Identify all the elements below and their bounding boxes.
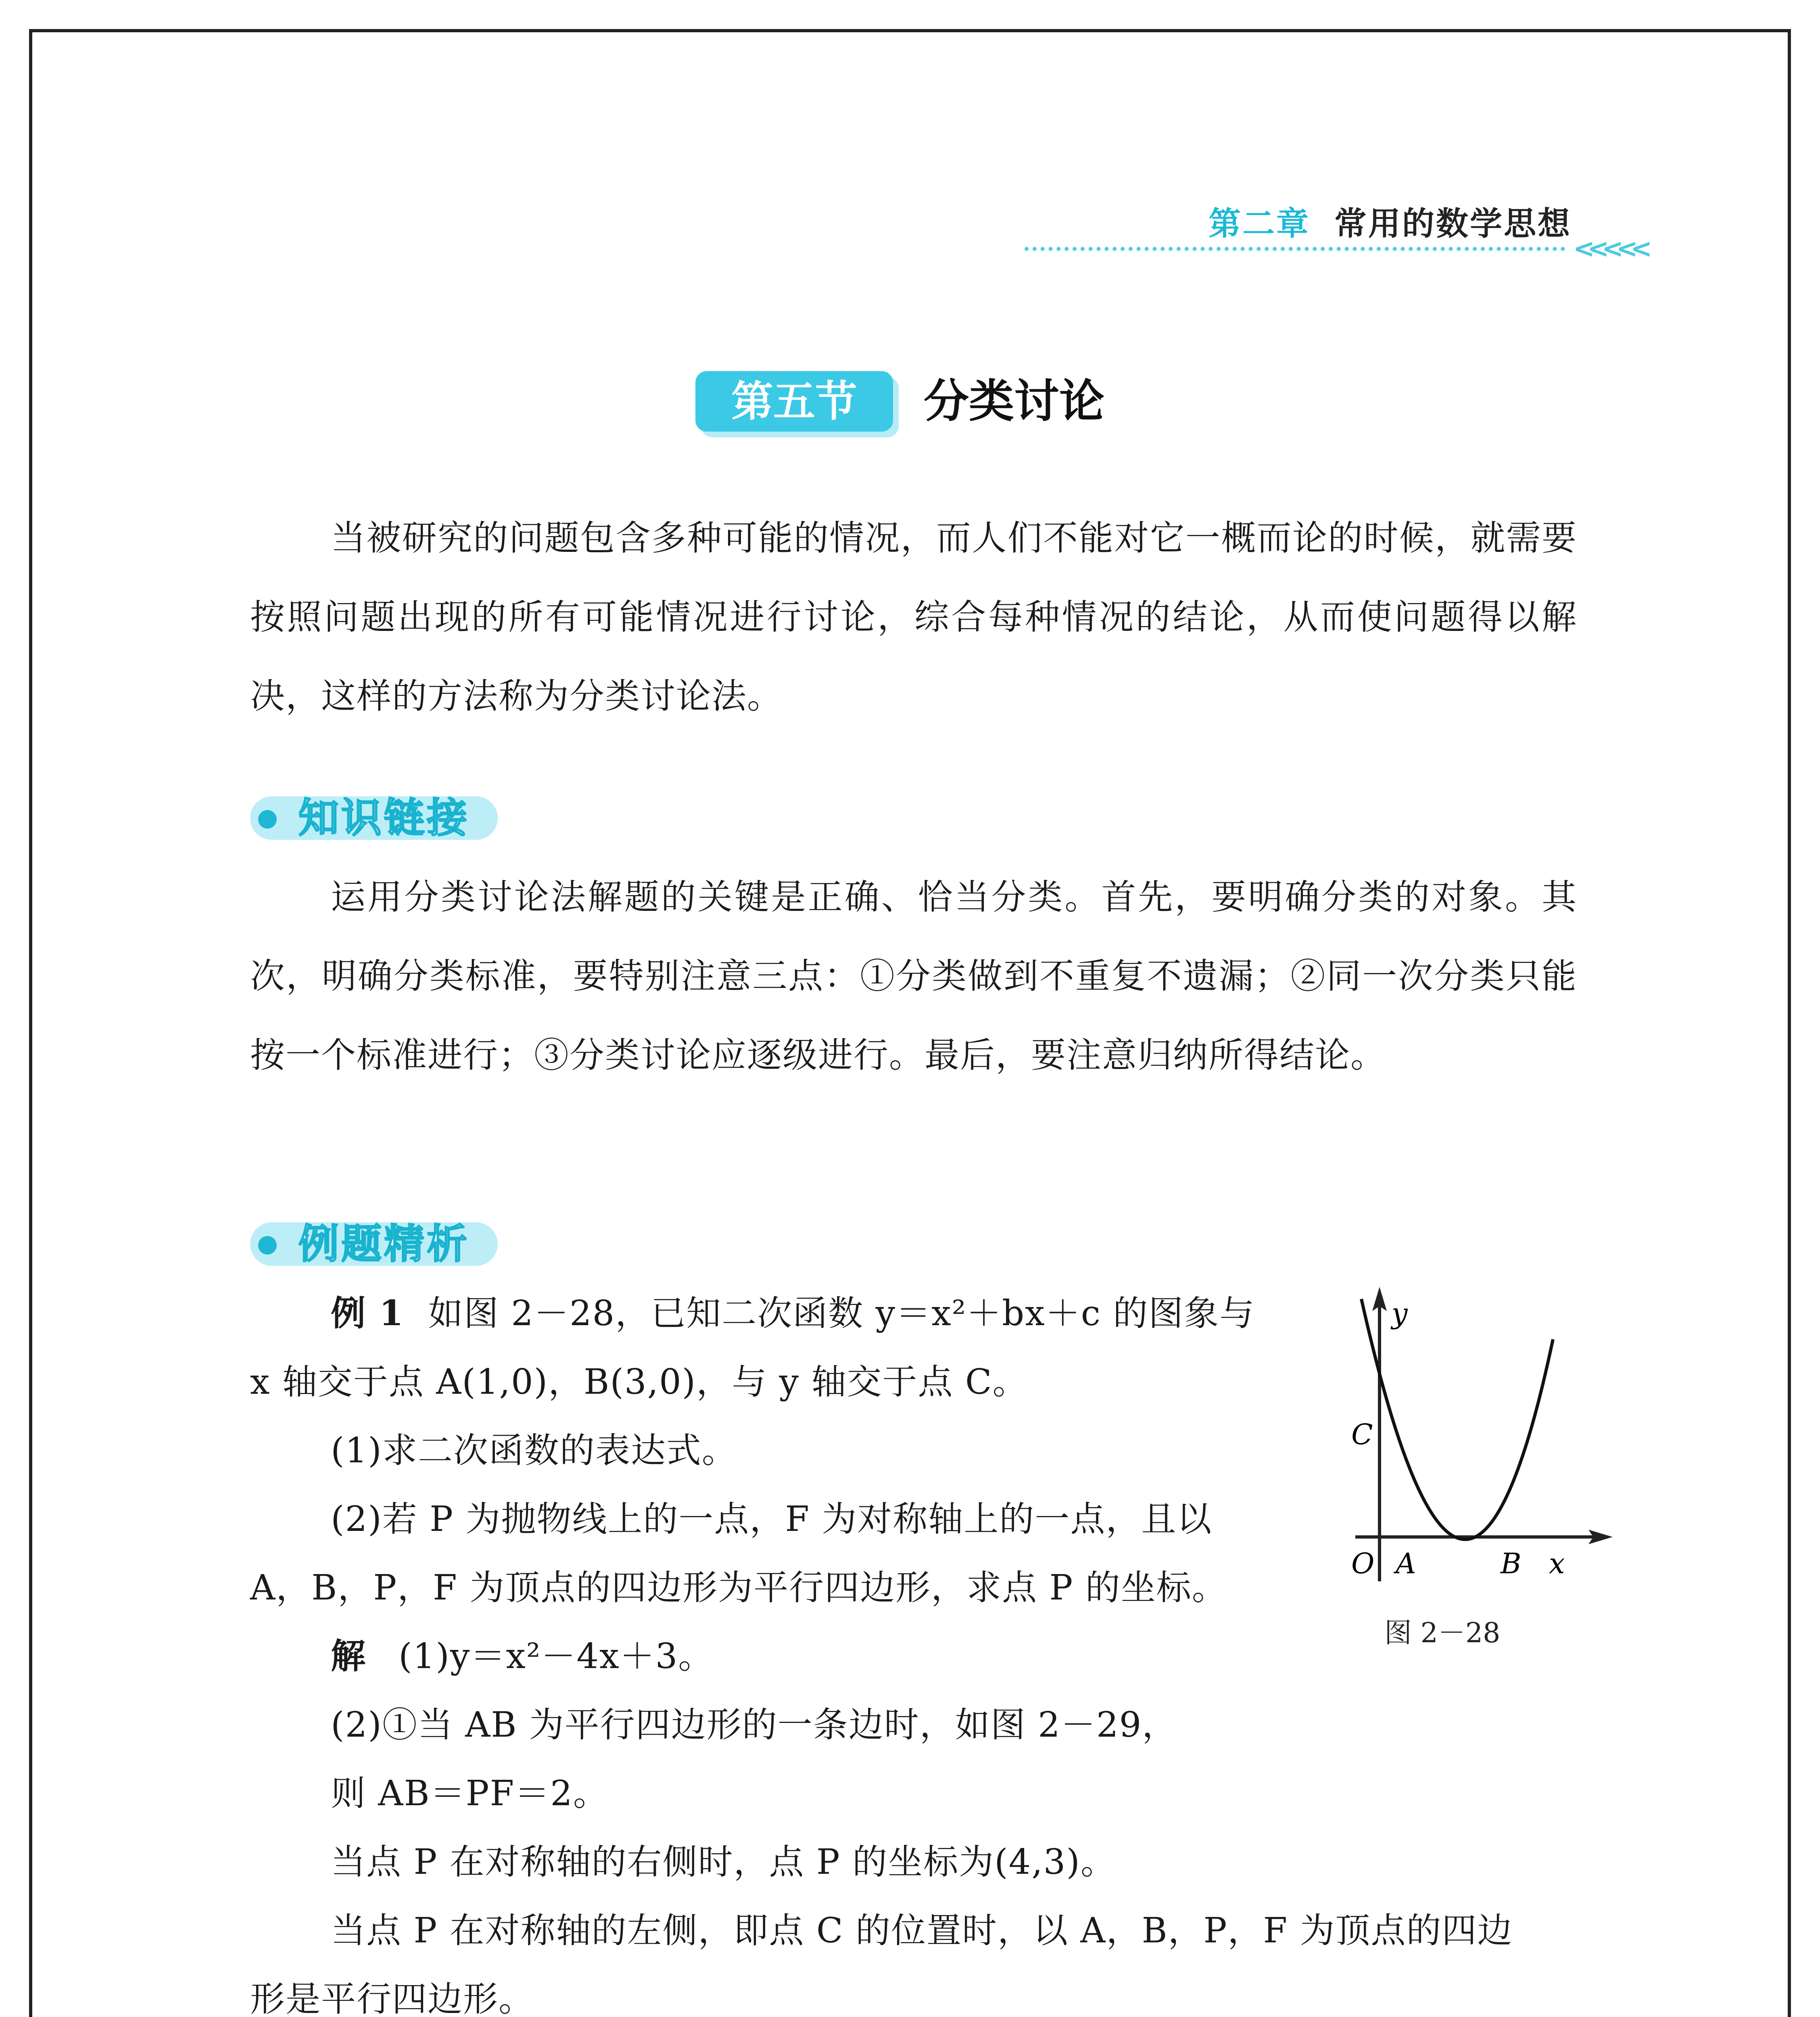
solution-line-4: 当点 P 在对称轴的右侧时，点 P 的坐标为(4,3)。 [331, 1842, 1116, 1882]
figure-caption: 图 2－28 [1384, 1617, 1501, 1649]
knowledge-paragraph: 运用分类讨论法解题的关键是正确、恰当分类。首先，要明确分类的对象。其次，明确分类标准，要特别注意三点：①分类做到不重复不遗漏；②同一次分类只能按一个标准进行；③分类讨论应逐级进行。最后，要注意归纳所得结论。 [250, 877, 1577, 1075]
solution-line-1 [331, 1632, 714, 1681]
example-line-2: x 轴交于点 A(1,0)，B(3,0)，与 y 轴交于点 C。 [250, 1362, 1028, 1402]
parabola-curve [1361, 1299, 1553, 1539]
parabola-figure [1343, 1283, 1618, 1597]
solution-line-5b: 形是平行四边形。 [250, 1979, 534, 2017]
knowledge-label-text: 知识链接 [298, 794, 470, 841]
example-line-1 [331, 1289, 1255, 1338]
question-1: (1)求二次函数的表达式。 [331, 1430, 737, 1471]
o-label: O [1351, 1547, 1375, 1580]
section-badge: 第五节 [695, 371, 893, 432]
intro-paragraph: 当被研究的问题包含多种可能的情况，而人们不能对它一概而论的时候，就需要按照问题出现的所有可能情况进行讨论，综合每种情况的结论，从而使问题得以解决，这样的方法称为分类讨论法。 [250, 518, 1577, 716]
chevrons-icon: <<<<< [1573, 234, 1645, 264]
a-label: A [1396, 1547, 1416, 1580]
solution-line-5a: 当点 P 在对称轴的左侧，即点 C 的位置时，以 A，B，P，F 为顶点的四边 [331, 1911, 1513, 1951]
chapter-number: 第二章 [1208, 205, 1310, 242]
solution-text-1: (1)y＝x²－4x＋3。 [399, 1636, 714, 1677]
header-dotted-rule [1025, 247, 1565, 251]
y-label: y [1392, 1297, 1408, 1330]
examples-label [250, 1222, 498, 1266]
chapter-header [1208, 198, 1572, 244]
question-2b: A，B，P，F 为顶点的四边形为平行四边形，求点 P 的坐标。 [250, 1568, 1227, 1608]
examples-label-text: 例题精析 [298, 1220, 470, 1267]
example-label: 例 1 [331, 1293, 404, 1334]
solution-line-2: (2)①当 AB 为平行四边形的一条边时，如图 2－29， [331, 1705, 1178, 1745]
bullet-dot-icon [258, 1236, 277, 1255]
knowledge-label [250, 796, 498, 840]
b-label: B [1501, 1547, 1522, 1580]
example-text-1: 如图 2－28，已知二次函数 y＝x²＋bx＋c 的图象与 [428, 1293, 1255, 1334]
chapter-title: 常用的数学思想 [1334, 205, 1572, 242]
question-2a: (2)若 P 为抛物线上的一点，F 为对称轴上的一点，且以 [331, 1499, 1213, 1539]
x-label: x [1549, 1547, 1565, 1580]
solution-label: 解 [331, 1636, 366, 1677]
bullet-dot-icon [258, 810, 277, 829]
solution-line-3: 则 AB＝PF＝2。 [331, 1773, 609, 1814]
c-label: C [1351, 1418, 1373, 1451]
section-title: 分类讨论 [924, 375, 1104, 428]
